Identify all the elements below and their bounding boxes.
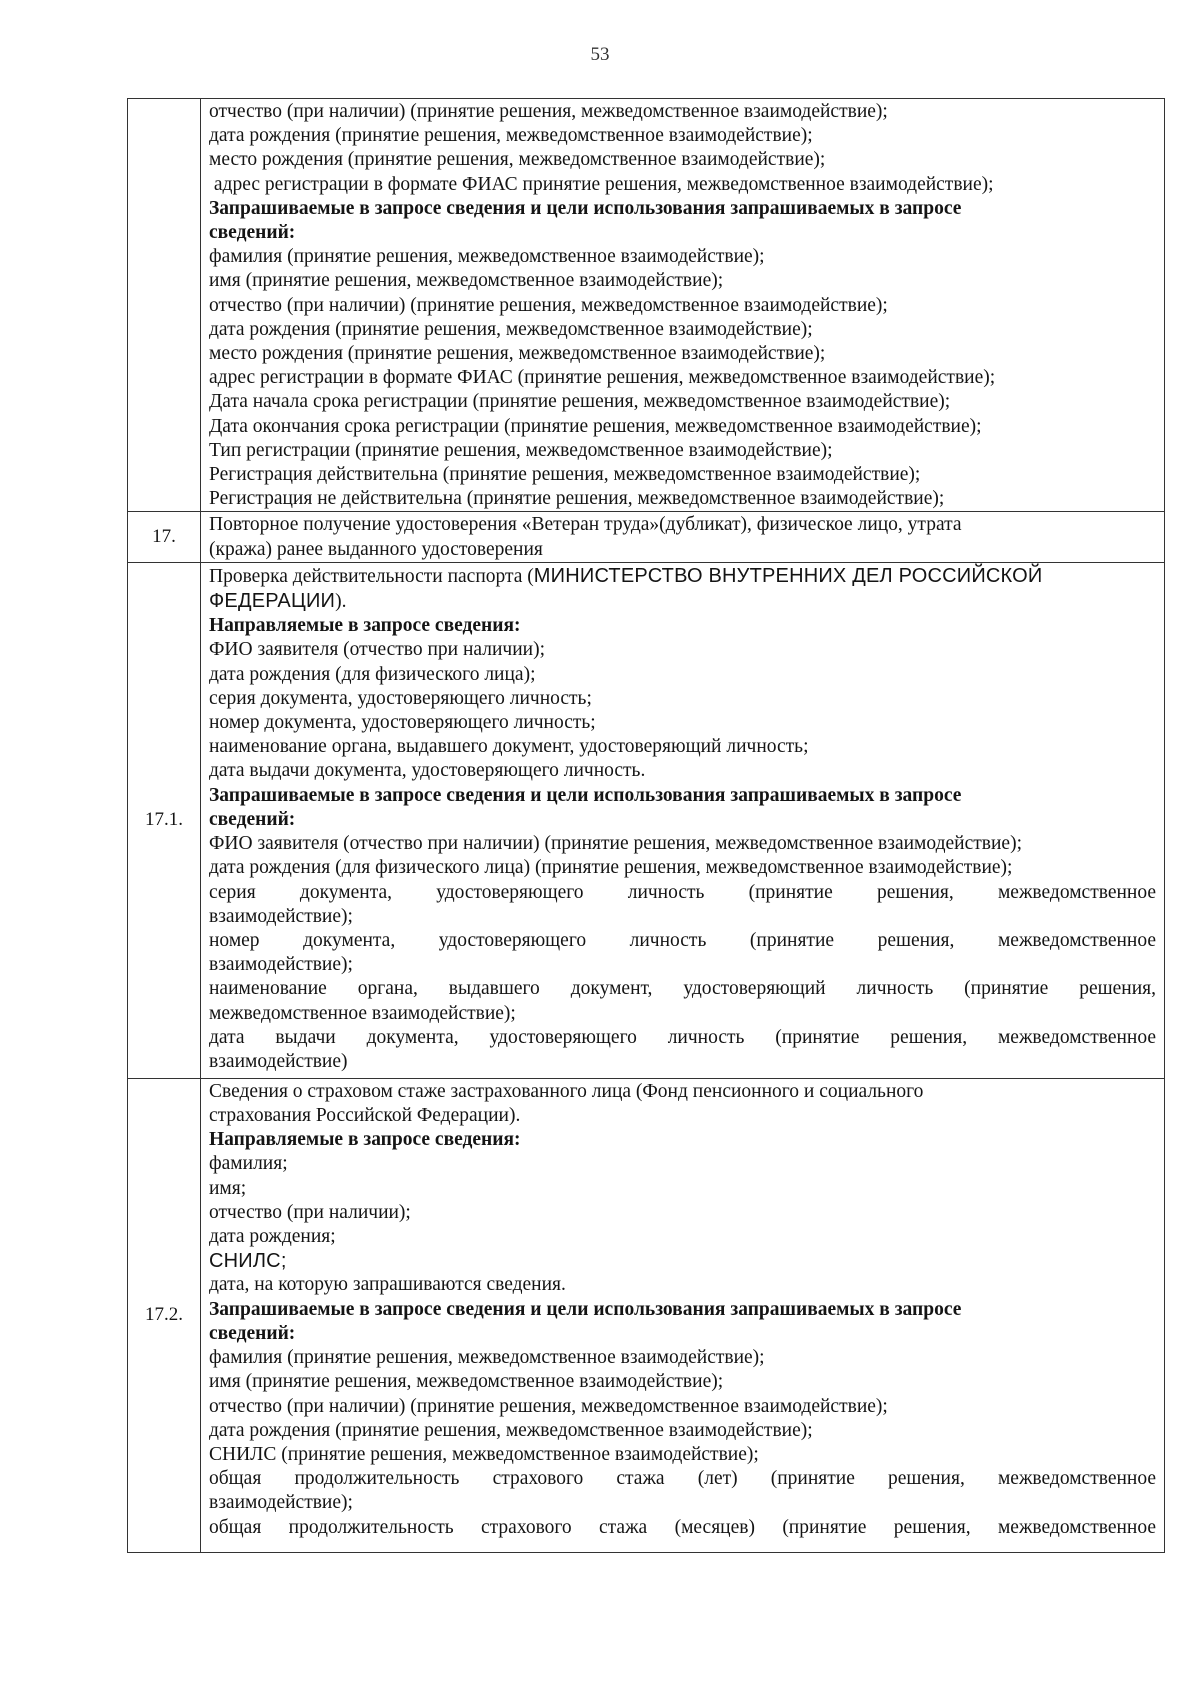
list-item: наименование органа, выдавшего документ, удостоверяющий личность (принятие решения, bbox=[209, 978, 1156, 1000]
list-item: дата выдачи документа, удостоверяющего личность (принятие решения, межведомственное bbox=[209, 1026, 1156, 1048]
table-row-17-2 bbox=[128, 1078, 1165, 1552]
list-item: дата рождения (принятие решения, межведомственное взаимодействие); bbox=[209, 125, 813, 147]
table-row-17-1 bbox=[128, 562, 1165, 1078]
list-item: фамилия (принятие решения, межведомственное взаимодействие); bbox=[209, 1347, 765, 1369]
list-item: адрес регистрации в формате ФИАС (принятие решения, межведомственное взаимодействие); bbox=[209, 367, 996, 389]
list-item: Дата начала срока регистрации (принятие решения, межведомственное взаимодействие); bbox=[209, 391, 951, 413]
list-item-cont: взаимодействие); bbox=[209, 954, 353, 976]
list-item: номер документа, удостоверяющего личность (принятие решения, межведомственное bbox=[209, 929, 1156, 951]
row-content-17-2 bbox=[201, 1078, 1165, 1552]
list-item: дата рождения (принятие решения, межведомственное взаимодействие); bbox=[209, 1419, 813, 1441]
list-item: дата выдачи документа, удостоверяющего личность. bbox=[209, 760, 646, 782]
row-number-empty bbox=[128, 99, 201, 512]
request-title: Проверка действительности паспорта (МИНИСТЕРСТВО ВНУТРЕННИХ ДЕЛ РОССИЙСКОЙ bbox=[209, 564, 1043, 587]
requested-heading-cont: сведений: bbox=[209, 222, 296, 244]
list-item: дата рождения (принятие решения, межведомственное взаимодействие); bbox=[209, 318, 813, 340]
list-item-cont: взаимодействие); bbox=[209, 1492, 353, 1514]
table-row-continuation bbox=[128, 99, 1165, 512]
list-item: наименование органа, выдавшего документ, удостоверяющий личность; bbox=[209, 736, 809, 758]
list-item: адрес регистрации в формате ФИАС принятие решения, межведомственное взаимодействие); bbox=[209, 173, 994, 195]
list-item: Тип регистрации (принятие решения, межведомственное взаимодействие); bbox=[209, 439, 833, 461]
list-item: место рождения (принятие решения, межведомственное взаимодействие); bbox=[209, 149, 826, 171]
list-item: имя (принятие решения, межведомственное взаимодействие); bbox=[209, 1371, 724, 1393]
list-item: отчество (при наличии); bbox=[209, 1201, 411, 1223]
row-content-continuation bbox=[201, 99, 1165, 512]
list-item: ФИО заявителя (отчество при наличии); bbox=[209, 639, 546, 661]
row-content-17 bbox=[201, 512, 1165, 562]
list-item: Дата окончания срока регистрации (принятие решения, межведомственное взаимодействие); bbox=[209, 415, 982, 437]
list-item: СНИЛС (принятие решения, межведомственное взаимодействие); bbox=[209, 1443, 759, 1465]
service-title: Повторное получение удостоверения «Ветеран труда»(дубликат), физическое лицо, утрата bbox=[209, 514, 962, 536]
list-item: фамилия (принятие решения, межведомственное взаимодействие); bbox=[209, 246, 765, 268]
page-number: 53 bbox=[590, 44, 610, 65]
sent-heading: Направляемые в запросе сведения: bbox=[209, 1129, 521, 1151]
row-number: 17.2. bbox=[128, 1078, 201, 1552]
list-item-cont: межведомственное взаимодействие); bbox=[209, 1002, 516, 1024]
list-item: имя; bbox=[209, 1177, 247, 1199]
list-item: отчество (при наличии) (принятие решения, межведомственное взаимодействие); bbox=[209, 1395, 888, 1417]
list-item: дата рождения; bbox=[209, 1226, 336, 1248]
list-item: имя (принятие решения, межведомственное взаимодействие); bbox=[209, 270, 724, 292]
row-number: 17. bbox=[128, 512, 201, 562]
list-item: дата рождения (для физического лица); bbox=[209, 663, 536, 685]
list-item: отчество (при наличии) (принятие решения, межведомственное взаимодействие); bbox=[209, 294, 888, 316]
list-item: место рождения (принятие решения, межведомственное взаимодействие); bbox=[209, 343, 826, 365]
requests-table bbox=[127, 98, 1165, 1553]
row-number: 17.1. bbox=[128, 562, 201, 1078]
table-row-17 bbox=[128, 512, 1165, 562]
request-title-cont: страхования Российской Федерации). bbox=[209, 1105, 521, 1127]
list-item: общая продолжительность страхового стажа (лет) (принятие решения, межведомственное bbox=[209, 1468, 1156, 1490]
list-item: ФИО заявителя (отчество при наличии) (принятие решения, межведомственное взаимодействие); bbox=[209, 833, 1022, 855]
service-title-cont: (кража) ранее выданного удостоверения bbox=[209, 538, 543, 560]
requested-heading: Запрашиваемые в запросе сведения и цели использования запрашиваемых в запросе bbox=[209, 784, 962, 806]
list-item: фамилия; bbox=[209, 1153, 288, 1175]
list-item: Регистрация не действительна (принятие решения, межведомственное взаимодействие); bbox=[209, 488, 945, 510]
row-content-17-1 bbox=[201, 562, 1165, 1078]
list-item: дата, на которую запрашиваются сведения. bbox=[209, 1274, 566, 1296]
list-item: номер документа, удостоверяющего личность; bbox=[209, 712, 596, 734]
list-item-cont: взаимодействие) bbox=[209, 1050, 348, 1072]
list-item: дата рождения (для физического лица) (принятие решения, межведомственное взаимодействие); bbox=[209, 857, 1013, 879]
list-item: Регистрация действительна (принятие решения, межведомственное взаимодействие); bbox=[209, 464, 921, 486]
requested-heading-cont: сведений: bbox=[209, 808, 296, 830]
requested-heading: Запрашиваемые в запросе сведения и цели использования запрашиваемых в запросе bbox=[209, 1298, 962, 1320]
list-item: серия документа, удостоверяющего личность; bbox=[209, 687, 592, 709]
sent-heading: Направляемые в запросе сведения: bbox=[209, 615, 521, 637]
list-item: общая продолжительность страхового стажа (месяцев) (принятие решения, межведомственное bbox=[209, 1516, 1156, 1538]
request-title-cont: ФЕДЕРАЦИИ). bbox=[209, 590, 347, 613]
request-title: Сведения о страховом стаже застрахованного лица (Фонд пенсионного и социального bbox=[209, 1080, 924, 1102]
list-item-cont: взаимодействие); bbox=[209, 905, 353, 927]
list-item: отчество (при наличии) (принятие решения, межведомственное взаимодействие); bbox=[209, 101, 888, 122]
list-item: серия документа, удостоверяющего личность (принятие решения, межведомственное bbox=[209, 881, 1156, 903]
requested-heading: Запрашиваемые в запросе сведения и цели использования запрашиваемых в запросе bbox=[209, 197, 962, 219]
list-item: СНИЛС; bbox=[209, 1250, 287, 1273]
requested-heading-cont: сведений: bbox=[209, 1322, 296, 1344]
